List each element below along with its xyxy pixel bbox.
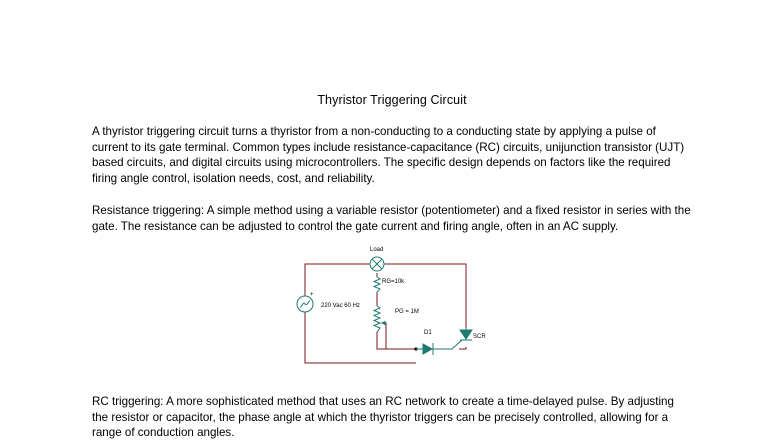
ac-source-icon <box>297 296 313 312</box>
scr-thyristor-icon <box>440 328 472 349</box>
diode-label: D1 <box>424 330 432 336</box>
fixed-resistor-icon <box>374 277 380 292</box>
load-label: Load <box>370 247 384 253</box>
scr-label: SCR <box>473 334 486 340</box>
rg-label: RG=10k <box>382 279 405 285</box>
rc-triggering-paragraph: RC triggering: A more sophisticated method that uses an RC network to create a time-delayed pulse. By adjusting the resistor or capacitor, the phase angle at which the thyristor triggers can be precisely controlled, allowing for a range of conduction angles. <box>92 395 674 440</box>
pot-label: PG = 1M <box>395 309 419 315</box>
potentiometer-icon <box>374 306 386 332</box>
document-title: Thyristor Triggering Circuit <box>317 93 467 107</box>
source-polarity: + <box>310 292 314 298</box>
load-lamp-icon <box>369 257 385 271</box>
resistance-triggering-circuit-diagram <box>290 242 486 366</box>
intro-paragraph: A thyristor triggering circuit turns a thyristor from a non-conducting to a conducting state by applying a pulse of current to its gate terminal. Common types include resistance-capacitance (RC) circuits, unijunction transistor (UJT) based circuits, and digital circuits using microcontrollers. The specific design depends on factors like the required firing angle control, isolation needs, cost, and reliability. <box>92 125 685 185</box>
resistance-triggering-paragraph: Resistance triggering: A simple method using a variable resistor (potentiometer) and a fixed resistor in series with the gate. The resistance can be adjusted to control the gate current and firing angle, often in an AC supply. <box>92 204 691 233</box>
source-label: 220 Vac 60 Hz <box>321 303 360 309</box>
diode-d1-icon <box>416 343 440 355</box>
